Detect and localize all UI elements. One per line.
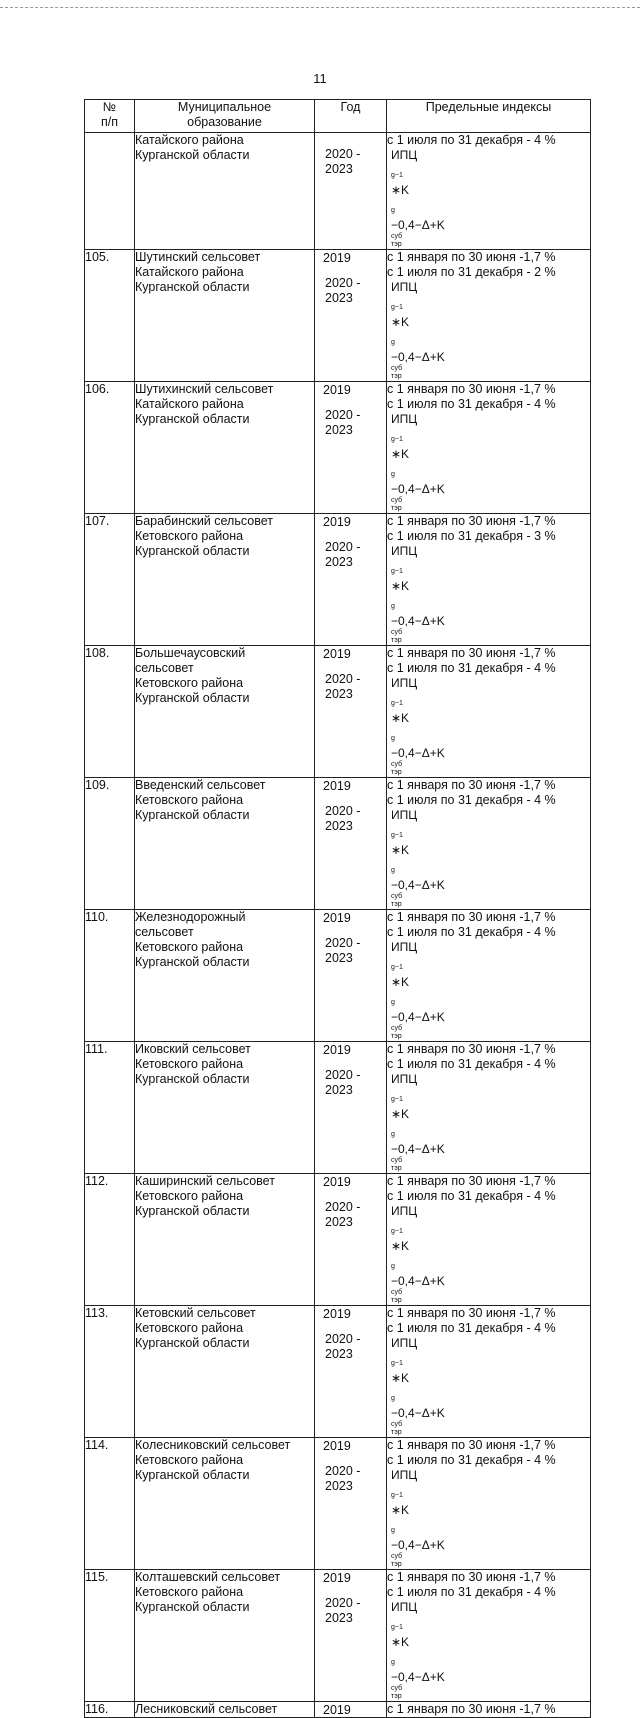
year-2019: 2019 [323,647,351,661]
indices-cell [387,1702,591,1718]
year-cell [315,646,387,778]
municipality-cell [135,250,315,382]
index-period: с 1 июля по 31 декабря - 4 % [387,397,556,411]
year-range: 2020 - 2023 [325,1596,361,1625]
indices-cell [387,514,591,646]
row-number: 109. [85,778,135,910]
municipality-line: Шутинский сельсовет [135,250,261,264]
municipality-line: Курганской области [135,1336,250,1350]
table-row [85,514,591,646]
row-number: 108. [85,646,135,778]
municipality-line: Курганской области [135,280,250,294]
index-formula: ИПЦ $_{g-1}$ ∗K $_g$ −0,4−Δ+K суб тэр [391,808,445,908]
municipality-line: Курганской области [135,1204,250,1218]
year-cell [315,1042,387,1174]
index-period: с 1 июля по 31 декабря - 4 % [387,1585,556,1599]
index-period: с 1 июля по 31 декабря - 4 % [387,793,556,807]
municipality-line: Колташевский сельсовет [135,1570,281,1584]
index-formula: ИПЦ $_{g-1}$ ∗K $_g$ −0,4−Δ+K суб тэр [391,940,445,1040]
municipality-line: Кетовского района [135,1585,244,1599]
year-range: 2020 - 2023 [325,540,361,569]
municipality-line: Шутихинский сельсовет [135,382,274,396]
year-2019: 2019 [323,911,351,925]
year-2019: 2019 [323,251,351,265]
table-row [85,250,591,382]
municipality-cell [135,1438,315,1570]
municipality-line: Курганской области [135,955,250,969]
municipality-line: Кетовского района [135,793,244,807]
year-range: 2020 - 2023 [325,408,361,437]
municipality-cell [135,646,315,778]
index-period: с 1 января по 30 июня -1,7 % [387,514,556,528]
row-number: 106. [85,382,135,514]
row-number: 107. [85,514,135,646]
table-row [85,1438,591,1570]
year-cell [315,133,387,250]
index-period: с 1 января по 30 июня -1,7 % [387,778,556,792]
table-row [85,1570,591,1702]
municipality-cell [135,133,315,250]
table-row [85,382,591,514]
municipality-line: Кетовского района [135,1321,244,1335]
year-range: 2020 - 2023 [325,1332,361,1361]
municipality-line: Кетовского района [135,1057,244,1071]
table-row [85,1306,591,1438]
year-range: 2020 - 2023 [325,276,361,305]
municipality-cell [135,1306,315,1438]
table-row [85,133,591,250]
header-indices: Предельные индексы [387,100,591,133]
year-range: 2020 - 2023 [325,1068,361,1097]
indices-cell [387,1174,591,1306]
year-2019: 2019 [323,383,351,397]
year-cell [315,1702,387,1718]
index-period: с 1 июля по 31 декабря - 4 % [387,1321,556,1335]
limit-index-table [84,99,591,1718]
year-2019: 2019 [323,1439,351,1453]
index-period: с 1 января по 30 июня -1,7 % [387,1042,556,1056]
row-number [85,133,135,250]
municipality-line: Кетовского района [135,1453,244,1467]
index-period: с 1 января по 30 июня -1,7 % [387,1570,556,1584]
table-row [85,646,591,778]
index-formula: ИПЦ $_{g-1}$ ∗K $_g$ −0,4−Δ+K суб тэр [391,280,445,380]
index-formula: ИПЦ $_{g-1}$ ∗K $_g$ −0,4−Δ+K суб тэр [391,412,445,512]
year-cell [315,382,387,514]
year-cell [315,250,387,382]
indices-cell [387,778,591,910]
row-number: 115. [85,1570,135,1702]
row-number: 113. [85,1306,135,1438]
index-period: с 1 января по 30 июня -1,7 % [387,910,556,924]
municipality-cell [135,1702,315,1718]
year-2019: 2019 [323,1571,351,1585]
year-range: 2020 - 2023 [325,1464,361,1493]
index-period: с 1 июля по 31 декабря - 4 % [387,661,556,675]
indices-cell [387,382,591,514]
table-row [85,778,591,910]
row-number: 112. [85,1174,135,1306]
year-range: 2020 - 2023 [325,672,361,701]
municipality-line: Курганской области [135,148,250,162]
municipality-line: Кетовского района [135,1189,244,1203]
municipality-line: Колесниковский сельсовет [135,1438,291,1452]
row-number: 116. [85,1702,135,1718]
year-2019: 2019 [323,1307,351,1321]
index-period: с 1 июля по 31 декабря - 2 % [387,265,556,279]
index-period: с 1 января по 30 июня -1,7 % [387,1174,556,1188]
table-header-row [85,100,591,133]
municipality-line: Кетовского района [135,940,244,954]
municipality-line: Кетовского района [135,676,244,690]
municipality-cell [135,1570,315,1702]
year-range: 2020 - 2023 [325,1200,361,1229]
index-period: с 1 июля по 31 декабря - 4 % [387,1189,556,1203]
municipality-line: Каширинский сельсовет [135,1174,275,1188]
table-row [85,1702,591,1718]
indices-cell [387,133,591,250]
municipality-cell [135,778,315,910]
year-range: 2020 - 2023 [325,804,361,833]
header-municipality: Муниципальное образование [135,100,315,133]
year-cell [315,1438,387,1570]
index-period: с 1 января по 30 июня -1,7 % [387,1306,556,1320]
index-period: с 1 июля по 31 декабря - 4 % [387,133,556,147]
year-cell [315,1570,387,1702]
index-formula: ИПЦ $_{g-1}$ ∗K $_g$ −0,4−Δ+K суб тэр [391,1600,445,1700]
municipality-line: Катайского района [135,265,244,279]
municipality-line: Курганской области [135,412,250,426]
index-formula: ИПЦ $_{g-1}$ ∗K $_g$ −0,4−Δ+K суб тэр [391,148,445,248]
municipality-line: Курганской области [135,808,250,822]
top-scan-line [0,7,640,8]
indices-cell [387,1042,591,1174]
index-period: с 1 июля по 31 декабря - 4 % [387,925,556,939]
index-period: с 1 января по 30 июня -1,7 % [387,382,556,396]
municipality-line: Курганской области [135,1600,250,1614]
year-2019: 2019 [323,1175,351,1189]
row-number: 105. [85,250,135,382]
indices-cell [387,1570,591,1702]
municipality-line: Курганской области [135,1468,250,1482]
municipality-line: Катайского района [135,133,244,147]
index-period: с 1 января по 30 июня -1,7 % [387,646,556,660]
row-number: 114. [85,1438,135,1570]
index-period: с 1 июля по 31 декабря - 3 % [387,529,556,543]
row-number: 111. [85,1042,135,1174]
indices-cell [387,910,591,1042]
municipality-cell [135,1042,315,1174]
municipality-line: Курганской области [135,1072,250,1086]
year-2019: 2019 [323,1043,351,1057]
table-row [85,1042,591,1174]
year-cell [315,910,387,1042]
municipality-line: Лесниковский сельсовет [135,1702,278,1716]
page-number: 11 [313,71,327,86]
header-num: № п/п [85,100,135,133]
index-formula: ИПЦ $_{g-1}$ ∗K $_g$ −0,4−Δ+K суб тэр [391,1204,445,1304]
municipality-line: Курганской области [135,691,250,705]
municipality-line: Введенский сельсовет [135,778,266,792]
municipality-cell [135,382,315,514]
municipality-line: сельсовет [135,925,194,939]
index-period: с 1 января по 30 июня -1,7 % [387,1438,556,1452]
year-cell [315,1174,387,1306]
indices-cell [387,1306,591,1438]
municipality-cell [135,1174,315,1306]
indices-cell [387,646,591,778]
year-2019: 2019 [323,1703,351,1717]
index-formula: ИПЦ $_{g-1}$ ∗K $_g$ −0,4−Δ+K суб тэр [391,1336,445,1436]
year-cell [315,514,387,646]
index-formula: ИПЦ $_{g-1}$ ∗K $_g$ −0,4−Δ+K суб тэр [391,1072,445,1172]
header-year: Год [315,100,387,133]
index-period: с 1 июля по 31 декабря - 4 % [387,1057,556,1071]
year-2019: 2019 [323,779,351,793]
year-2019: 2019 [323,515,351,529]
municipality-line: сельсовет [135,661,194,675]
municipality-line: Большечаусовский [135,646,246,660]
index-period: с 1 июля по 31 декабря - 4 % [387,1453,556,1467]
row-number: 110. [85,910,135,1042]
municipality-line: Кетовский сельсовет [135,1306,256,1320]
year-cell [315,778,387,910]
indices-cell [387,250,591,382]
municipality-line: Железнодорожный [135,910,246,924]
municipality-line: Барабинский сельсовет [135,514,273,528]
municipality-line: Кетовского района [135,529,244,543]
municipality-cell [135,910,315,1042]
year-cell [315,1306,387,1438]
index-formula: ИПЦ $_{g-1}$ ∗K $_g$ −0,4−Δ+K суб тэр [391,1468,445,1568]
municipality-line: Иковский сельсовет [135,1042,251,1056]
municipality-line: Катайского района [135,397,244,411]
table-row [85,1174,591,1306]
index-period: с 1 января по 30 июня -1,7 % [387,1702,556,1716]
index-formula: ИПЦ $_{g-1}$ ∗K $_g$ −0,4−Δ+K суб тэр [391,676,445,776]
index-formula: ИПЦ $_{g-1}$ ∗K $_g$ −0,4−Δ+K суб тэр [391,544,445,644]
table-row [85,910,591,1042]
year-range: 2020 - 2023 [325,936,361,965]
municipality-cell [135,514,315,646]
year-range: 2020 - 2023 [325,147,361,176]
municipality-line: Курганской области [135,544,250,558]
indices-cell [387,1438,591,1570]
index-period: с 1 января по 30 июня -1,7 % [387,250,556,264]
